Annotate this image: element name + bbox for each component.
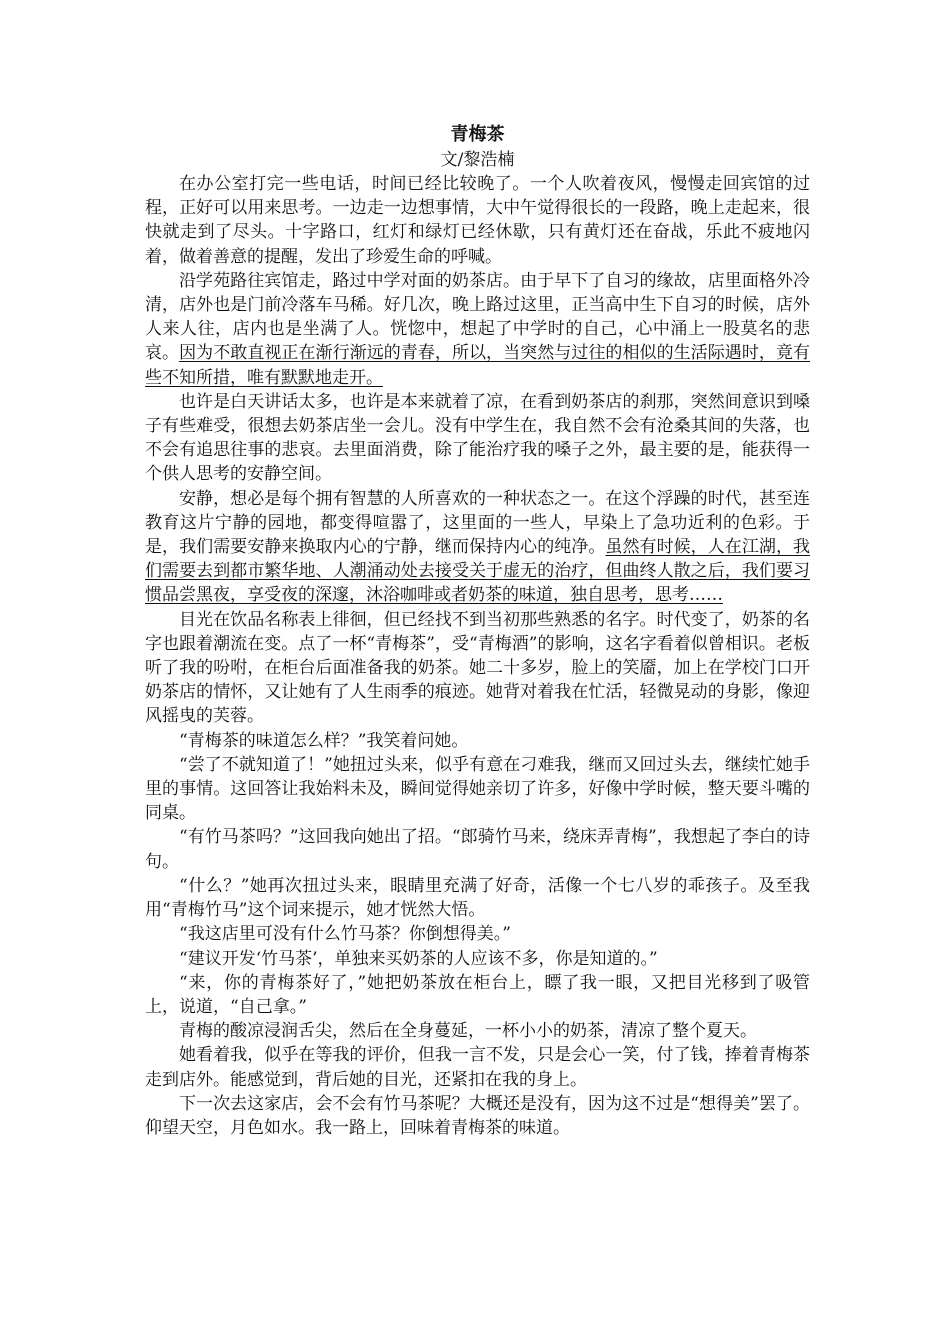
paragraph-text: “尝了不就知道了！”她扭过头来，似乎有意在刁难我，继而又回过头去，继续忙她手里的事情。这回答让我始料未及，瞬间觉得她亲切了许多，好像中学时候，整天要斗嘴的同桌。 — [145, 754, 810, 824]
paragraph-text: “来，你的青梅茶好了，”她把奶茶放在柜台上，瞟了我一眼，又把目光移到了吸管上，说道，“自己拿。” — [145, 972, 810, 1017]
underlined-sentence: 因为不敢直视正在渐行渐远的青春，所以，当突然与过往的相似的生活际遇时，竟有些不知所措，唯有默默地走开。 — [145, 343, 811, 388]
paragraph — [145, 1019, 810, 1043]
paragraph — [145, 922, 810, 946]
paragraph-text: “有竹马茶吗？”这回我向她出了招。“郎骑竹马来，绕床弄青梅”，我想起了李白的诗句。 — [145, 827, 810, 872]
paragraph-text: 安静，想必是每个拥有智慧的人所喜欢的一种状态之一。在这个浮躁的时代，甚至连教育这片宁静的园地，都变得喧嚣了，这里面的一些人，早染上了急功近利的色彩。于是，我们需要安静来换取内心的宁静，继而保持内心的纯净。 — [145, 488, 810, 558]
article-author: 文/黎浩楠 — [440, 150, 515, 170]
paragraph-text: 在办公室打完一些电话，时间已经比较晚了。一个人吹着夜风，慢慢走回宾馆的过程，正好可以用来思考。一边走一边想事情，大中午觉得很长的一段路，晚上走起来，很快就走到了尽头。十字路口，红灯和绿灯已经休歇，只有黄灯还在奋战，乐此不疲地闪着，做着善意的提醒，发出了珍爱生命的呼喊。 — [145, 174, 810, 267]
paragraph-text: 她看着我，似乎在等我的评价，但我一言不发，只是会心一笑，付了钱，捧着青梅茶走到店外。能感觉到，背后她的目光，还紧扣在我的身上。 — [145, 1045, 810, 1090]
paragraph-text: “建议开发‘竹马茶’，单独来买奶茶的人应该不多，你是知道的。” — [179, 948, 658, 969]
paragraph — [145, 172, 810, 269]
article-title: 青梅茶 — [450, 124, 505, 145]
paragraph — [145, 608, 810, 729]
paragraph — [145, 269, 810, 390]
paragraph-text: 沿学苑路往宾馆走，路过中学对面的奶茶店。由于早下了自习的缘故，店里面格外冷清，店外也是门前冷落车马稀。好几次，晚上路过这里，正当高中生下自习的时候，店外人来人往，店内也是坐满了人。恍惚中，想起了中学时的自己，心中涌上一股莫名的悲哀。 — [145, 270, 810, 364]
underlined-sentence: 虽然有时候，人在江湖，我们需要去到都市繁华地、人潮涌动处去接受关于虚无的治疗，但曲终人散之后，我们要习惯品尝黑夜，享受夜的深邃，沐浴咖啡或者奶茶的味道，独自思考，思考…… — [145, 537, 811, 606]
paragraph-text: “什么？”她再次扭过头来，眼睛里充满了好奇，活像一个七八岁的乖孩子。及至我用“青梅竹马”这个词来提示，她才恍然大悟。 — [145, 875, 810, 921]
paragraph — [145, 825, 810, 873]
paragraph-text: 下一次去这家店，会不会有竹马茶呢？大概还是没有，因为这不过是“想得美”罢了。仰望天空，月色如水。我一路上，回味着青梅茶的味道。 — [145, 1093, 810, 1138]
paragraph-text: 也许是白天讲话太多，也许是本来就着了凉，在看到奶茶店的刹那，突然间意识到嗓子有些难受，很想去奶茶店坐一会儿。没有中学生在，我自然不会有沧桑其间的失落，也不会有追思往事的悲哀。去里面消费，除了能治疗我的嗓子之外，最主要的是，能获得一个供人思考的安静空间。 — [145, 391, 810, 485]
paragraph-text: “青梅茶的味道怎么样？”我笑着问她。 — [179, 730, 469, 751]
paragraph — [145, 729, 810, 753]
paragraph — [145, 1092, 810, 1140]
paragraph — [145, 874, 810, 922]
paragraph — [145, 753, 810, 826]
paragraph-text: 目光在饮品名称表上徘徊，但已经找不到当初那些熟悉的名字。时代变了，奶茶的名字也跟着潮流在变。点了一杯“青梅茶”，受“青梅酒”的影响，这名字看着似曾相识。老板听了我的吩咐，在柜台后面准备我的奶茶。她二十多岁，脸上的笑靥，加上在学校门口开奶茶店的情怀，又让她有了人生雨季的痕迹。她背对着我在忙活，轻微晃动的身影，像迎风摇曳的芙蓉。 — [145, 609, 810, 727]
paragraph — [145, 971, 810, 1019]
paragraph-text: 青梅的酸凉浸润舌尖，然后在全身蔓延，一杯小小的奶茶，清凉了整个夏天。 — [179, 1021, 757, 1042]
paragraph — [145, 1043, 810, 1091]
paragraph — [145, 390, 810, 487]
document-page — [145, 122, 810, 1140]
paragraph — [145, 487, 810, 608]
paragraph-text: “我这店里可没有什么竹马茶？你倒想得美。” — [179, 924, 511, 945]
paragraph — [145, 947, 810, 971]
